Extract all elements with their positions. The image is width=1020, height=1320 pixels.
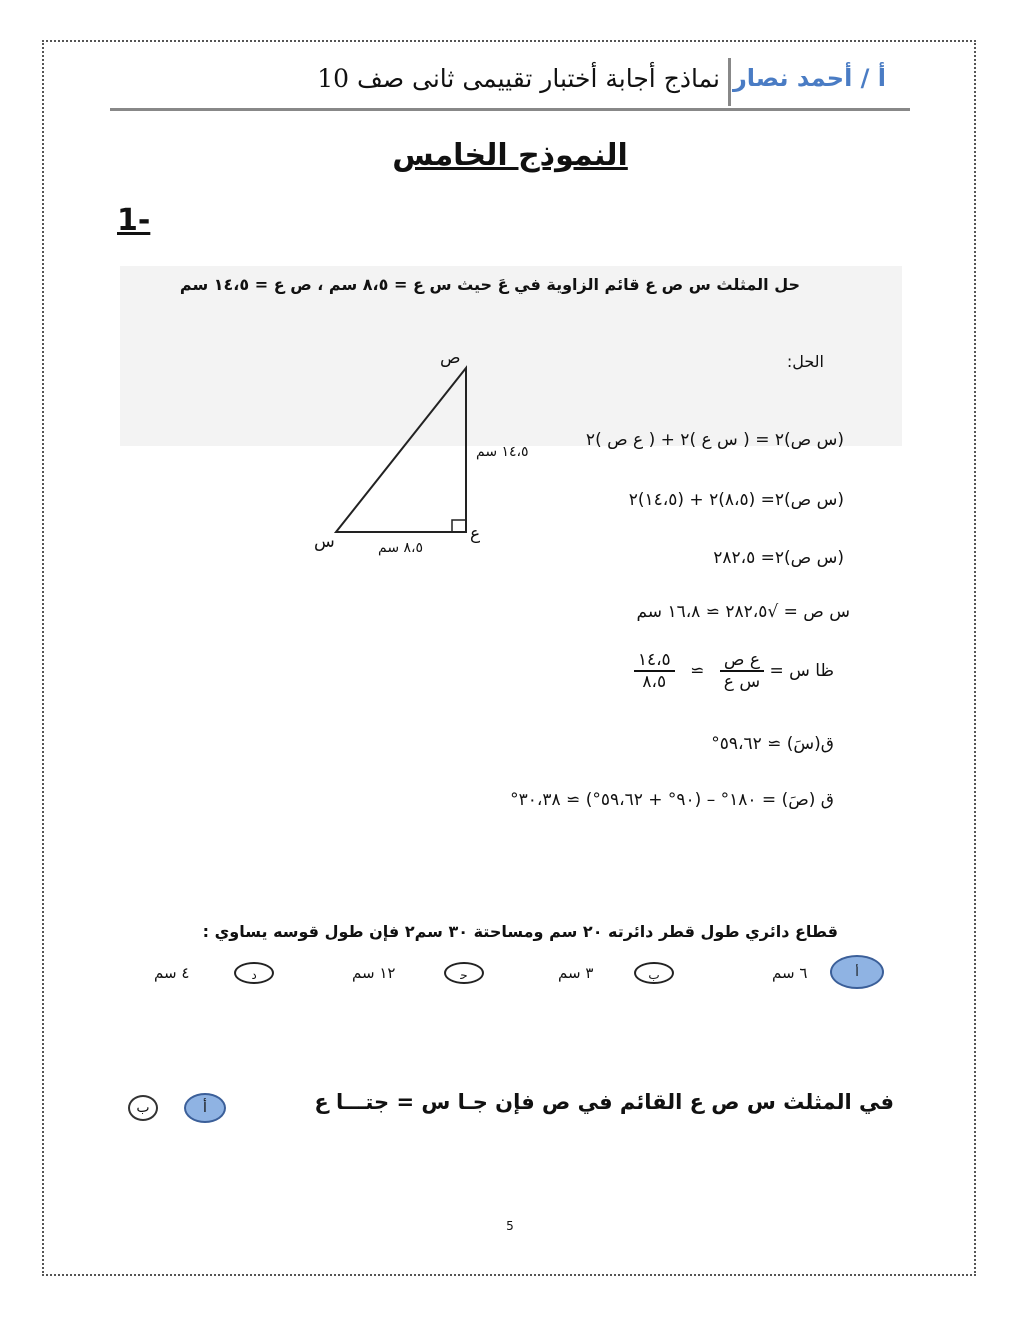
angle-p-result: ق (صَ) = ١٨٠° – (٩٠° + ٥٩،٦٢°) ≃ ٣٠،٣٨°	[510, 790, 834, 810]
solution-line: (س ص)٢ = ( س ع )٢ + ( ع ص )٢	[585, 430, 844, 450]
problem-statement: حل المثلث س ص ع قائم الزاوية في عَ حيث س ع = ٨،٥ سم ، ص ع = ١٤،٥ سم	[179, 275, 800, 294]
document-title: نماذج أجابة أختبار تقييمى ثانى صف 10	[317, 64, 720, 93]
tf-option-b[interactable]: ب	[128, 1095, 158, 1121]
tf-option-a[interactable]: أ	[184, 1093, 226, 1123]
vertex-label-left: س	[314, 532, 335, 552]
page-header	[110, 58, 910, 111]
tf-question: في المثلث س ص ع القائم في ص فإن جـا س = جتـــا ع	[314, 1090, 894, 1114]
right-angle-mark	[452, 520, 466, 532]
vertex-label-right: ع	[470, 524, 481, 544]
model-title: النموذج الخامس	[392, 138, 628, 173]
vertex-label-top: ص	[440, 348, 461, 368]
angle-s-result: ق(سَ) ≃ ٥٩،٦٢°	[711, 734, 834, 754]
tan-value-numerator: ١٤،٥	[634, 650, 675, 672]
option-d-text: ٤ سم	[154, 964, 190, 982]
tan-value-denominator: ٨،٥	[642, 672, 667, 692]
side-length-bottom: ٨،٥ سم	[378, 540, 424, 556]
mcq-question: قطاع دائري طول قطر دائرته ٢٠ سم ومساحتة ٣٠ سم٢ فإن طول قوسه يساوي :	[202, 922, 838, 941]
solution-line: س ص = √٢٨٢،٥ ≃ ١٦،٨ سم	[636, 602, 850, 622]
triangle-shape	[336, 368, 466, 532]
tan-denominator: س ع	[723, 672, 761, 692]
tan-numerator: ع ص	[720, 650, 764, 672]
side-length-vertical: ١٤،٥ سم	[476, 444, 529, 460]
solution-line: (س ص)٢= (٨،٥)٢ + (١٤،٥)٢	[628, 490, 844, 510]
option-d-circle[interactable]: د	[234, 962, 274, 984]
solution-line: (س ص)٢= ٢٨٢،٥	[713, 548, 844, 568]
option-b-circle[interactable]: ب	[634, 962, 674, 984]
page-number: 5	[506, 1219, 514, 1233]
tan-ratio-fraction	[720, 650, 764, 692]
question-number: 1-	[117, 203, 151, 238]
option-b-text: ٣ سم	[558, 964, 594, 982]
tan-lhs: ظا س =	[769, 661, 834, 681]
tan-equation	[634, 650, 834, 692]
tan-value-fraction	[634, 650, 675, 692]
option-c-circle[interactable]: ﺣ	[444, 962, 484, 984]
approx-sign: ≃	[690, 661, 705, 681]
option-a-text: ٦ سم	[772, 964, 808, 982]
author-name: أ / أحمد نصار	[732, 64, 886, 92]
option-a-circle[interactable]: أ	[830, 955, 884, 989]
solution-label: الحل:	[786, 352, 824, 371]
header-separator	[728, 58, 731, 106]
option-c-text: ١٢ سم	[352, 964, 396, 982]
